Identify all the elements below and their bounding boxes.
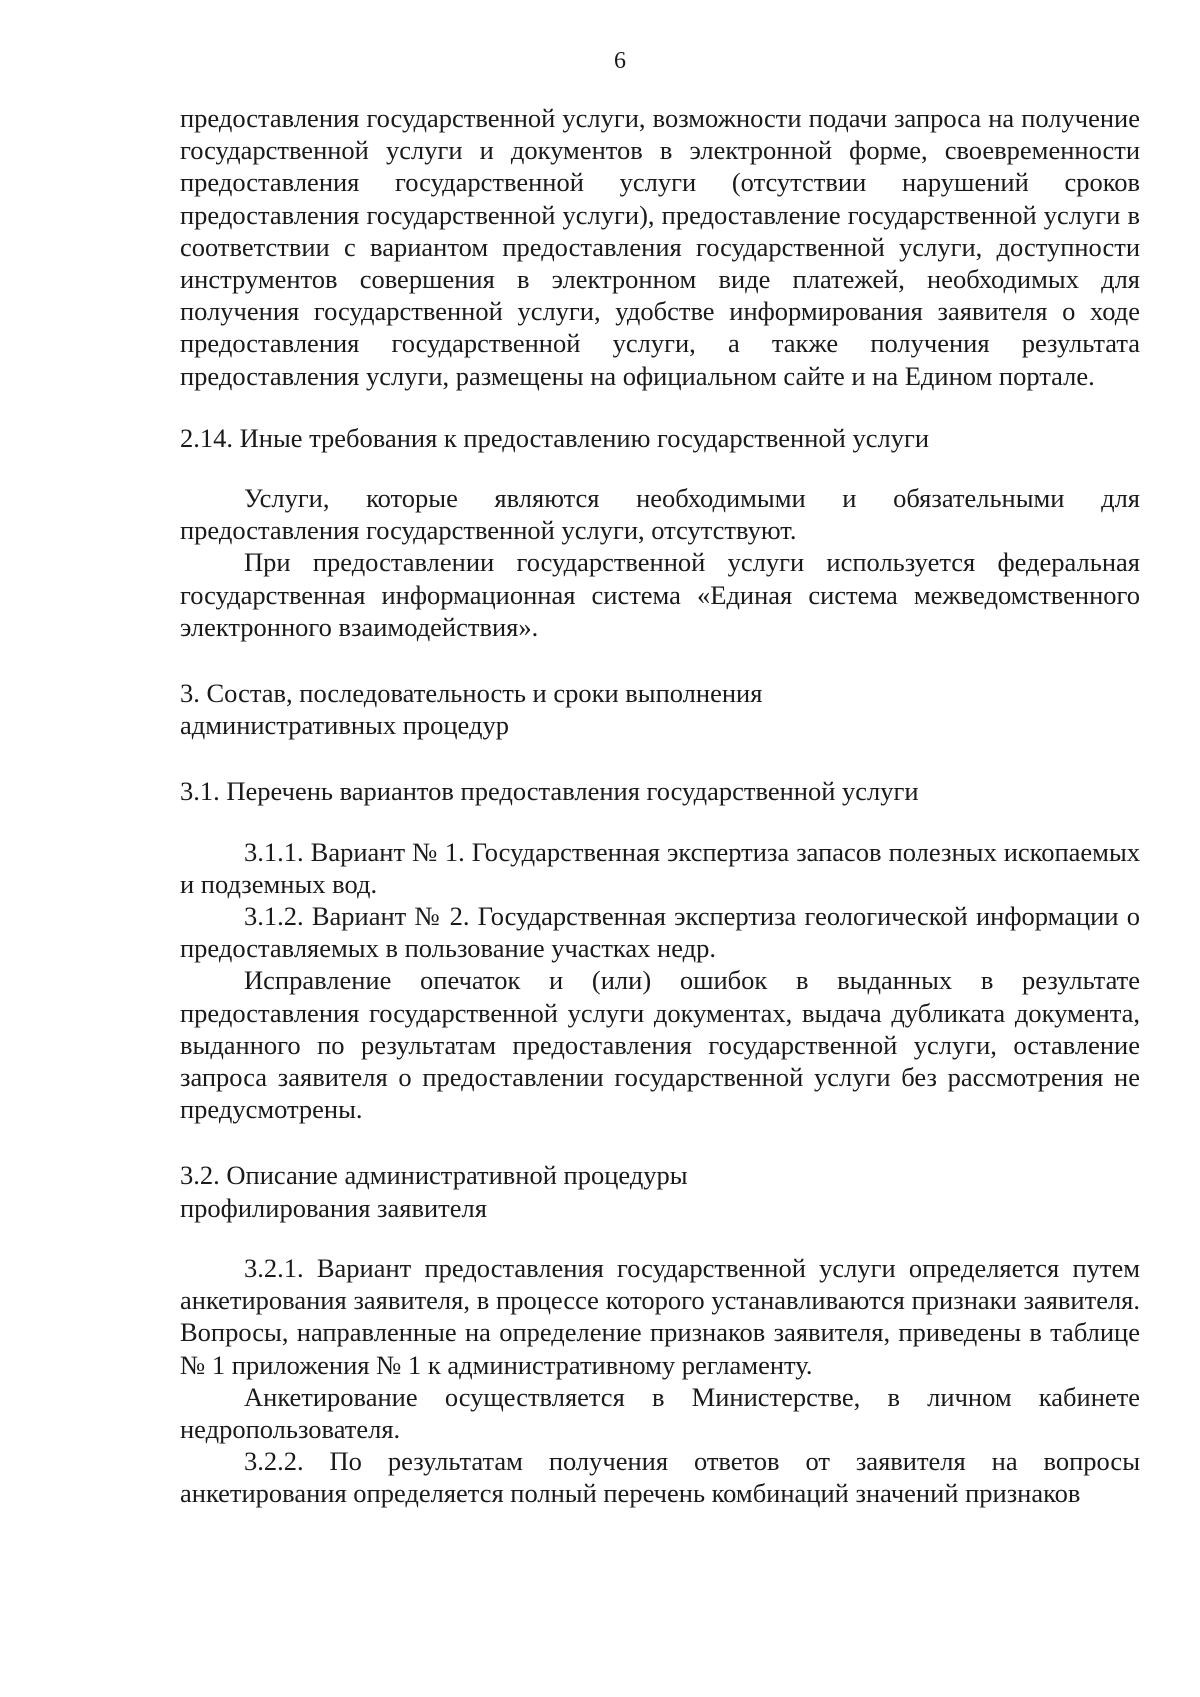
page-number: 6 <box>614 48 626 74</box>
section-heading-2-14: 2.14. Иные требования к предоставлению государственной услуги <box>180 422 930 453</box>
section-heading-3-2 <box>180 1159 1140 1223</box>
section-heading-3-1: 3.1. Перечень вариантов предоставления государственной услуги <box>180 776 919 807</box>
paragraph-no-required-services: Услуги, которые являются необходимыми и обязательными для предоставления государственной услуги, отсутствуют. <box>180 483 1140 546</box>
paragraph-smev: При предоставлении государственной услуги используется федеральная государственная информационная система «Единая система межведомственного электронного взаимодействия». <box>180 547 1140 642</box>
section-heading-3-2-line1: 3.2. Описание административной процедуры <box>180 1160 688 1191</box>
paragraph-corrections: Исправление опечаток и (или) ошибок в выданных в результате предоставления государственной услуги документах, выдача дубликата документа, выданного по результатам предоставления государственной услуги, оставление запроса заявителя о предоставлении государственной услуги без рассмотрения не предусмотрены. <box>180 965 1140 1125</box>
section-heading-3-line1: 3. Состав, последовательность и сроки выполнения <box>180 678 763 709</box>
paragraph-service-quality: предоставления государственной услуги, возможности подачи запроса на получение государственной услуги и документов в электронной форме, своевременности предоставления государственной услуги (отсутствии нарушений сроков предоставления государственной услуги), предоставление государственной услуги в соответствии с вариантом предоставления государственной услуги, доступности инструментов совершения в электронном виде платежей, необходимых для получения государственной услуги, удобстве информирования заявителя о ходе предоставления государственной услуги, а также получения результата предоставления услуги, размещены на официальном сайте и на Едином портале. <box>180 103 1140 391</box>
paragraph-variant-2: 3.1.2. Вариант № 2. Государственная экспертиза геологической информации о предоставляемых в пользование участках недр. <box>180 901 1140 964</box>
document-body <box>180 102 1140 1510</box>
section-heading-3-line2: административных процедур <box>180 710 509 741</box>
paragraph-3-2-1: 3.2.1. Вариант предоставления государственной услуги определяется путем анкетирования заявителя, в процессе которого устанавливаются признаки заявителя. Вопросы, направленные на определение признаков заявителя, приведены в таблице № 1 приложения № 1 к административному регламенту. <box>180 1252 1140 1380</box>
section-heading-3-2-line2: профилирования заявителя <box>180 1192 487 1223</box>
paragraph-questionnaire: Анкетирование осуществляется в Министерстве, в личном кабинете недропользователя. <box>180 1381 1140 1444</box>
section-heading-3 <box>180 677 1140 741</box>
paragraph-variant-1: 3.1.1. Вариант № 1. Государственная экспертиза запасов полезных ископаемых и подземных вод. <box>180 836 1140 899</box>
paragraph-3-2-2: 3.2.2. По результатам получения ответов от заявителя на вопросы анкетирования определяется полный перечень комбинаций значений признаков <box>180 1446 1140 1509</box>
